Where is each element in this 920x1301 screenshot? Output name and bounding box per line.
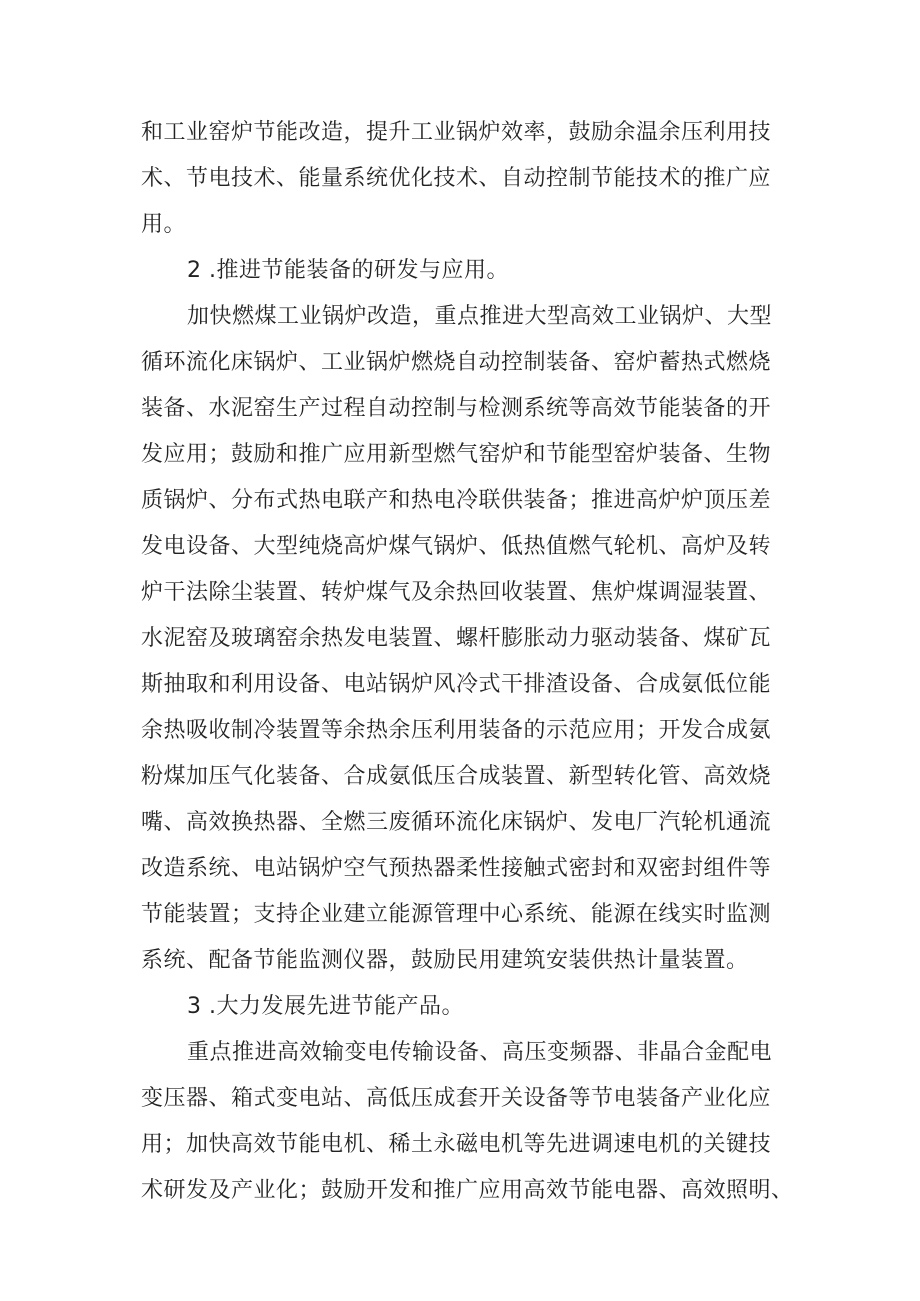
text-line: 用；加快高效节能电机、稀土永磁电机等先进调速电机的关键技 (141, 1132, 772, 1157)
text-line: 术研发及产业化；鼓励开发和推广应用高效节能电器、高效照明、 (141, 1178, 794, 1203)
text-line: 装备、水泥窑生产过程自动控制与检测系统等高效节能装备的开 (141, 396, 772, 421)
text-line: 余热吸收制冷装置等余热余压利用装备的示范应用；开发合成氨 (141, 718, 772, 743)
text-line: 水泥窑及玻璃窑余热发电装置、螺杆膨胀动力驱动装备、煤矿瓦 (141, 626, 772, 651)
text-line: 粉煤加压气化装备、合成氨低压合成装置、新型转化管、高效烧 (141, 764, 772, 789)
text-line: 重点推进高效输变电传输设备、高压变频器、非晶合金配电 (187, 1040, 773, 1065)
text-line: 变压器、箱式变电站、高低压成套开关设备等节电装备产业化应 (141, 1086, 772, 1111)
text-line: 节能装置；支持企业建立能源管理中心系统、能源在线实时监测 (141, 902, 772, 927)
section-heading-2: 2 .推进节能装备的研发与应用。 (187, 258, 509, 283)
text-line: 术、节电技术、能量系统优化技术、自动控制节能技术的推广应 (141, 166, 772, 191)
text-line: 炉干法除尘装置、转炉煤气及余热回收装置、焦炉煤调湿装置、 (141, 580, 772, 605)
text-line: 发应用；鼓励和推广应用新型燃气窑炉和节能型窑炉装备、生物 (141, 442, 772, 467)
text-line: 质锅炉、分布式热电联产和热电冷联供装备；推进高炉炉顶压差 (141, 488, 772, 513)
body-text (141, 110, 794, 1214)
text-line: 发电设备、大型纯烧高炉煤气锅炉、低热值燃气轮机、高炉及转 (141, 534, 772, 559)
text-line: 改造系统、电站锅炉空气预热器柔性接触式密封和双密封组件等 (141, 856, 772, 881)
text-line: 系统、配备节能监测仪器，鼓励民用建筑安装供热计量装置。 (141, 948, 749, 973)
text-line: 斯抽取和利用设备、电站锅炉风冷式干排渣设备、合成氨低位能 (141, 672, 772, 697)
text-line: 和工业窑炉节能改造，提升工业锅炉效率，鼓励余温余压利用技 (141, 120, 772, 145)
text-line: 循环流化床锅炉、工业锅炉燃烧自动控制装备、窑炉蓄热式燃烧 (141, 350, 772, 375)
text-line: 嘴、高效换热器、全燃三废循环流化床锅炉、发电厂汽轮机通流 (141, 810, 772, 835)
section-heading-3: 3 .大力发展先进节能产品。 (187, 994, 464, 1019)
text-line: 加快燃煤工业锅炉改造，重点推进大型高效工业锅炉、大型 (187, 304, 773, 329)
text-line: 用。 (141, 212, 187, 237)
